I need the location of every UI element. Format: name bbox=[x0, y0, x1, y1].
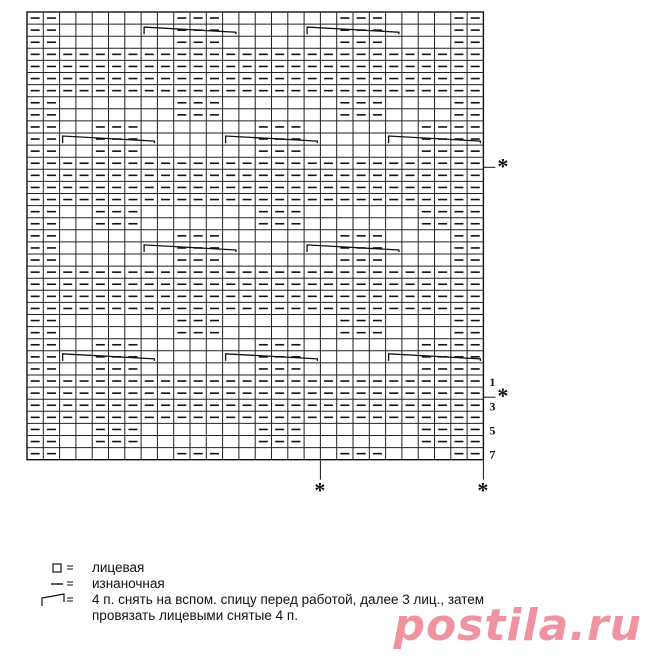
purl-symbol-icon bbox=[40, 576, 92, 592]
cable-symbol-icon bbox=[40, 592, 92, 608]
chart-grid bbox=[27, 12, 483, 460]
watermark-text: postila.ru bbox=[393, 600, 642, 651]
row-number: 1 bbox=[489, 375, 496, 390]
knit-label: лицевая bbox=[92, 560, 145, 575]
row-number: 7 bbox=[489, 447, 496, 462]
legend-knit bbox=[40, 560, 660, 576]
legend-purl bbox=[40, 576, 660, 592]
repeat-marker-star: * bbox=[314, 477, 326, 503]
cable-label-line1: 4 п. снять на вспом. спицу перед работой, далее 3 лиц., затем bbox=[92, 592, 485, 607]
knit-symbol-icon bbox=[40, 560, 92, 576]
repeat-marker-star: * bbox=[497, 153, 509, 179]
purl-label: изнаночная bbox=[92, 576, 165, 591]
row-number: 3 bbox=[489, 399, 496, 414]
repeat-marker-star: * bbox=[477, 477, 489, 503]
row-number: 5 bbox=[489, 423, 496, 438]
legend-cable bbox=[40, 592, 660, 624]
legend bbox=[40, 560, 660, 624]
repeat-marker-star: * bbox=[497, 383, 509, 409]
cable-label-line2: провязать лицевыми снятые 4 п. bbox=[92, 608, 298, 623]
